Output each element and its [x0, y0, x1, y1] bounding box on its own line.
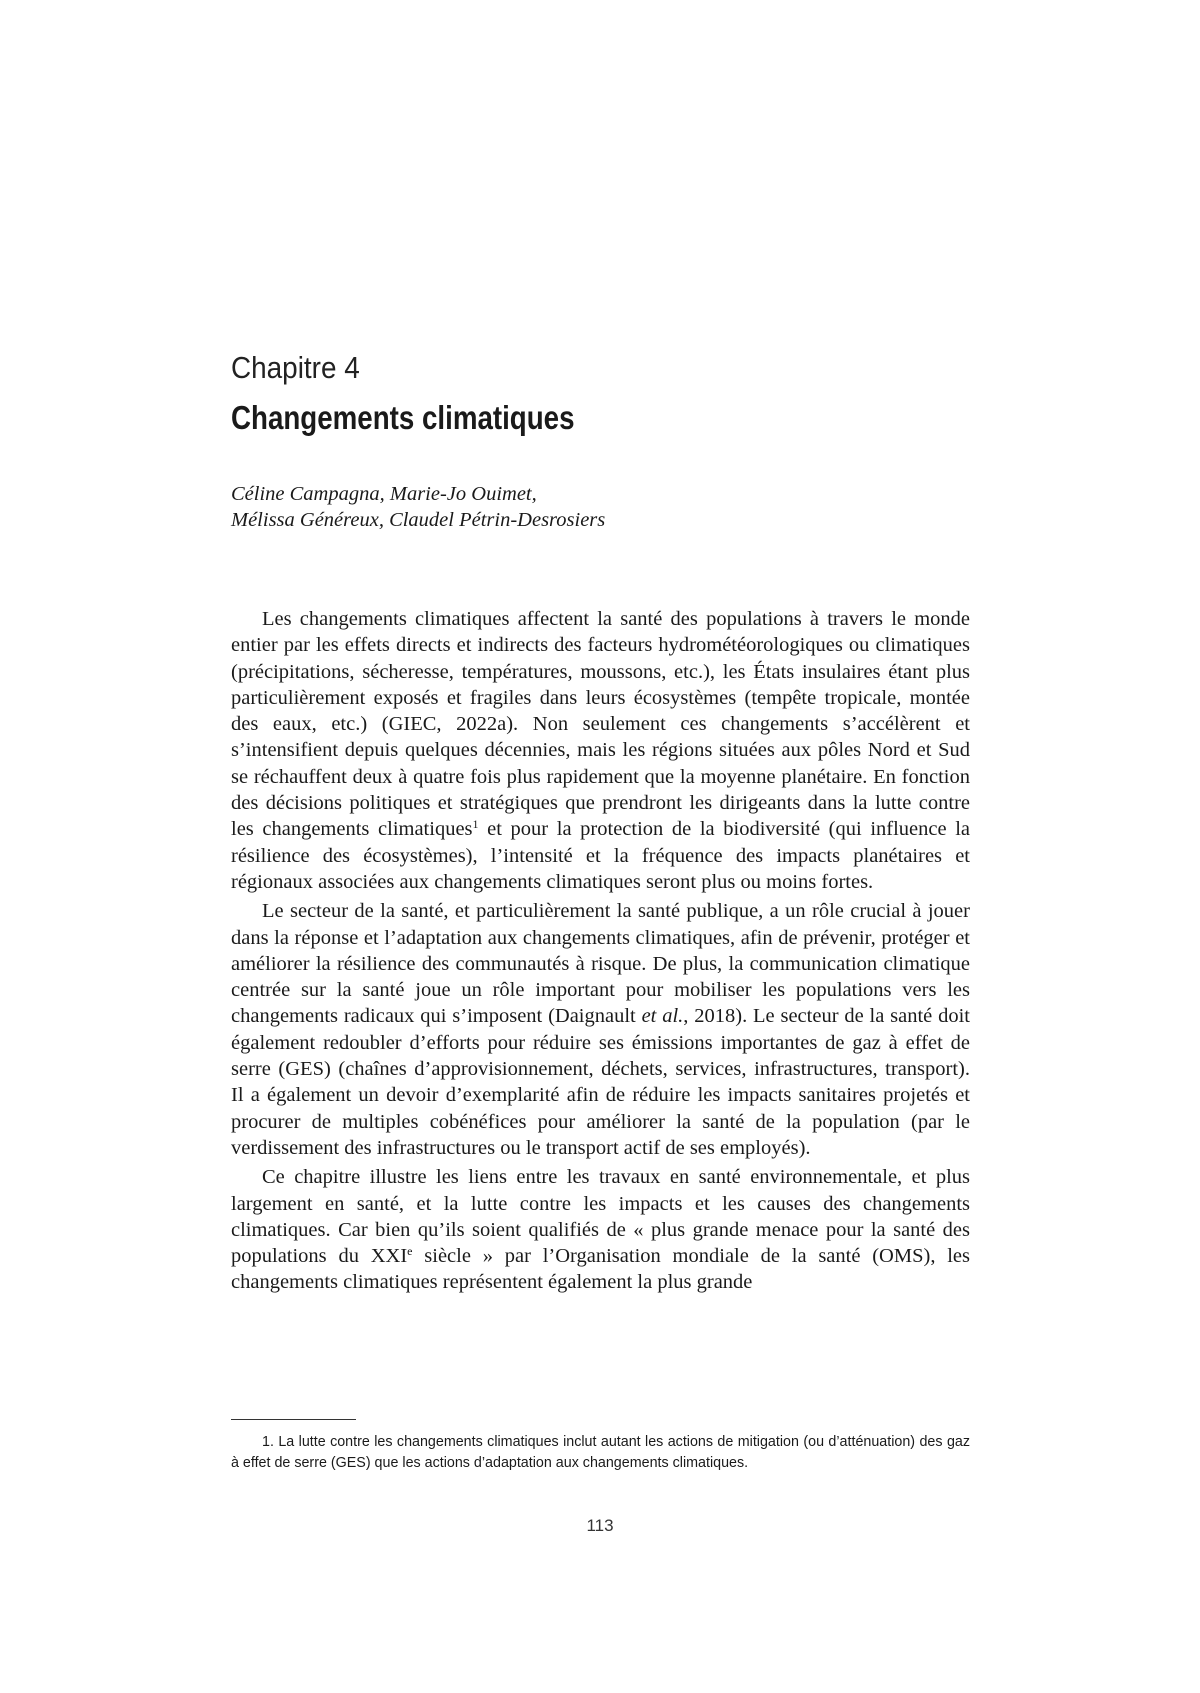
paragraph-1 — [231, 606, 970, 895]
chapter-label: Chapitre 4 — [231, 350, 360, 385]
paragraph-3-part-b: siècle » par l’Organisation mondiale de la santé (OMS), les changements climatiques représentent également la plus grande — [231, 1245, 970, 1294]
body-text — [231, 606, 970, 1296]
authors — [231, 481, 1031, 533]
footnote-ref-1[interactable]: 1 — [472, 817, 479, 832]
paragraph-1-part-b: et pour la protection de la biodiversité (qui influence la résilience des écosystèmes), l’intensité et la fréquence des impacts planétaires et régionaux associées aux changements climatiques seront plus ou moins fortes. — [231, 818, 970, 893]
et-al-italic: et al. — [641, 1005, 684, 1028]
paragraph-2-part-b: , 2018). Le secteur de la santé doit également redoubler d’efforts pour réduire ses émissions importantes de gaz à effet de serre (GES) (chaînes d’approvisionnement, déchets, services, infrastructures, transport). Il a également un devoir d’exemplarité afin de réduire les impacts sanitaires projetés et procurer de multiples cobénéfices pour améliorer la santé de la population (par le verdissement des infrastructures ou le transport actif de ses employés). — [231, 1005, 970, 1159]
page-number: 113 — [586, 1516, 614, 1535]
paragraph-2 — [231, 898, 970, 1161]
paragraph-2-part-a: Le secteur de la santé, et particulièrement la santé publique, a un rôle crucial à jouer dans la réponse et l’adaptation aux changements climatiques, afin de prévenir, protéger et améliorer la résilience des communautés à risque. De plus, la communication climatique centrée sur la santé joue un rôle important pour mobiliser les populations vers les changements radicaux qui s’imposent (Daignault — [231, 900, 970, 1028]
century-superscript: e — [407, 1244, 413, 1259]
authors-line-1: Céline Campagna, Marie-Jo Ouimet, — [231, 483, 537, 505]
footnote-1: 1. La lutte contre les changements climatiques inclut autant les actions de mitigation (ou d’atténuation) des gaz à effet de serre (GES) que les actions d’adaptation aux changements climatiques. — [231, 1434, 970, 1471]
paragraph-3-part-a: Ce chapitre illustre les liens entre les travaux en santé environnementale, et plus largement en santé, et la lutte contre les impacts et les causes des changements climatiques. Car bien qu’ils soient qualifiés de « plus grande menace pour la santé des populations du XXI — [231, 1166, 970, 1268]
paragraph-3 — [231, 1164, 970, 1295]
paragraph-1-part-a: Les changements climatiques affectent la santé des populations à travers le monde entier par les effets directs et indirects des facteurs hydrométéorologiques ou climatiques (précipitations, sécheresse, températures, moussons, etc.), les États insulaires étant plus particulièrement exposés et fragiles dans leurs écosystèmes (tempête tropicale, montée des eaux, etc.) (GIEC, 2022a). Non seulement ces changements s’accélèrent et s’intensifient depuis quelques décennies, mais les régions situées aux pôles Nord et Sud se réchauffent deux à quatre fois plus rapidement que la moyenne planétaire. En fonction des décisions politiques et stratégiques que prendront les dirigeants dans la lutte contre les changements climatiques — [231, 608, 970, 841]
chapter-title: Changements climatiques — [231, 399, 575, 436]
footnote-divider — [231, 1419, 356, 1420]
authors-line-2: Mélissa Généreux, Claudel Pétrin-Desrosiers — [231, 509, 606, 531]
